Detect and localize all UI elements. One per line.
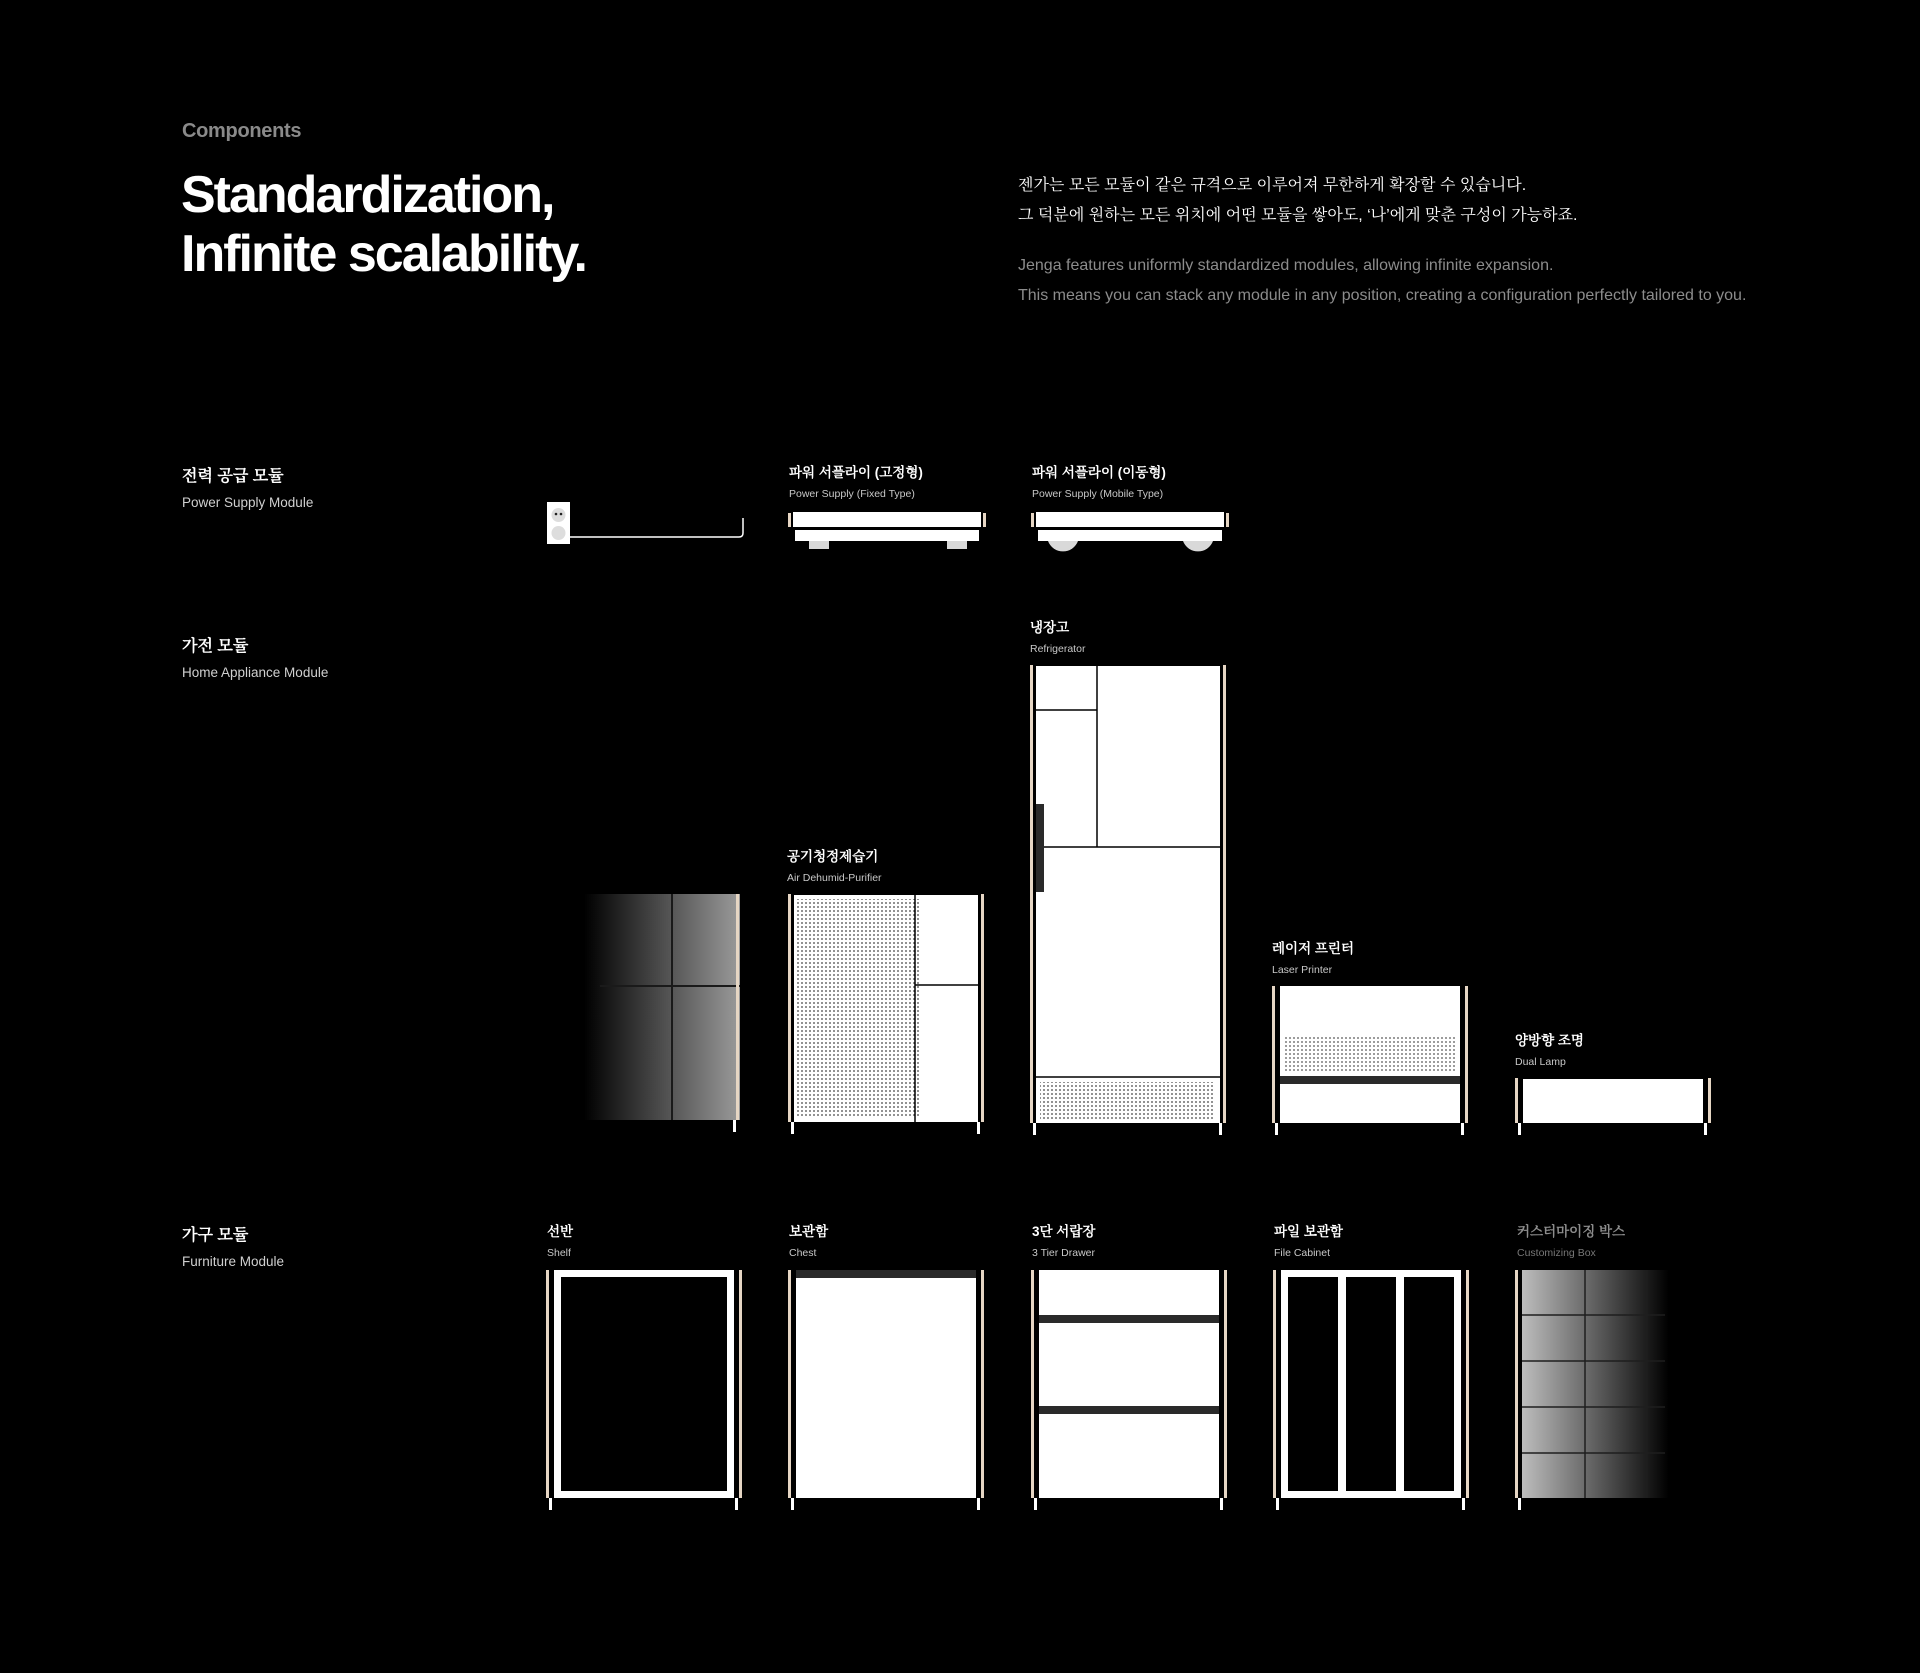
row-title-ko: 전력 공급 모듈	[182, 468, 284, 485]
item-label-air-purifier	[787, 845, 882, 884]
item-label-chest	[789, 1220, 828, 1259]
item-label-en: File Cabinet	[1274, 1247, 1331, 1259]
intro-en-line-2: This means you can stack any module in any position, creating a configuration perfectly tailored to you.	[1018, 287, 1747, 304]
refrigerator-icon	[1030, 664, 1230, 1136]
item-label-ko: 파일 보관함	[1274, 1224, 1343, 1239]
file-cabinet-icon	[1273, 1268, 1473, 1510]
item-label-ko: 선반	[547, 1224, 574, 1239]
row-title-appliance	[182, 633, 328, 680]
page-title-line-1: Standardization,	[181, 166, 554, 224]
section-eyebrow: Components	[182, 120, 302, 142]
intro-en-line-1: Jenga features uniformly standardized modules, allowing infinite expansion.	[1018, 257, 1554, 274]
row-title-ko: 가구 모듈	[182, 1227, 249, 1244]
shelf-icon	[546, 1268, 746, 1510]
intro-ko-line-2: 그 덕분에 원하는 모든 위치에 어떤 모듈을 쌓아도, ‘나’에게 맞춘 구성이 가능하죠.	[1018, 207, 1578, 224]
item-label-file-cabinet	[1274, 1220, 1343, 1259]
item-label-refrigerator	[1030, 616, 1085, 655]
item-label-ko: 냉장고	[1030, 620, 1070, 635]
item-label-en: Power Supply (Fixed Type)	[789, 488, 915, 500]
item-label-en: Laser Printer	[1272, 964, 1333, 976]
intro-ko-line-1: 젠가는 모든 모듈이 같은 규격으로 이루어져 무한하게 확장할 수 있습니다.	[1018, 177, 1527, 194]
power-supply-mobile-icon	[1031, 510, 1231, 552]
page-title	[181, 166, 586, 284]
laser-printer-icon	[1272, 984, 1472, 1136]
item-label-en: 3 Tier Drawer	[1032, 1247, 1096, 1259]
item-label-ko: 3단 서랍장	[1032, 1224, 1096, 1239]
item-label-ko: 파워 서플라이 (이동형)	[1032, 465, 1166, 480]
item-label-en: Customizing Box	[1517, 1247, 1596, 1259]
item-label-en: Power Supply (Mobile Type)	[1032, 488, 1164, 500]
item-label-en: Refrigerator	[1030, 643, 1086, 655]
chest-icon	[788, 1268, 988, 1510]
faded-cabinet-icon	[545, 890, 745, 1136]
item-label-shelf	[547, 1220, 573, 1259]
wall-outlet-cable-icon	[545, 500, 745, 550]
row-title-furniture	[182, 1222, 284, 1269]
row-title-en: Power Supply Module	[182, 495, 314, 510]
item-label-ko: 양방향 조명	[1515, 1033, 1584, 1048]
row-title-ko: 가전 모듈	[182, 638, 249, 655]
row-title-en: Furniture Module	[182, 1254, 285, 1269]
row-title-power	[182, 463, 313, 510]
power-supply-fixed-icon	[788, 510, 988, 552]
item-label-ko: 레이저 프린터	[1272, 941, 1354, 956]
item-label-en: Chest	[789, 1247, 817, 1259]
item-label-customizing-box	[1517, 1220, 1625, 1259]
air-purifier-icon	[788, 893, 988, 1135]
item-label-en: Shelf	[547, 1247, 571, 1259]
item-label-ko: 파워 서플라이 (고정형)	[789, 465, 923, 480]
intro-text	[1018, 171, 1778, 311]
item-label-laser-printer	[1272, 937, 1354, 976]
item-label-power-mobile	[1032, 461, 1166, 500]
item-label-ko: 커스터마이징 박스	[1517, 1224, 1626, 1239]
item-label-ko: 보관함	[789, 1224, 829, 1239]
dual-lamp-icon	[1515, 1076, 1715, 1136]
row-title-en: Home Appliance Module	[182, 665, 329, 680]
item-label-power-fixed	[789, 461, 923, 500]
customizing-box-icon	[1515, 1268, 1715, 1510]
item-label-en: Air Dehumid-Purifier	[787, 872, 882, 884]
item-label-en: Dual Lamp	[1515, 1056, 1566, 1068]
item-label-dual-lamp	[1515, 1029, 1584, 1068]
item-label-ko: 공기청정제습기	[787, 849, 879, 864]
item-label-3-tier-drawer	[1032, 1220, 1095, 1259]
three-tier-drawer-icon	[1031, 1268, 1231, 1510]
page-title-line-2: Infinite scalability.	[181, 225, 586, 283]
